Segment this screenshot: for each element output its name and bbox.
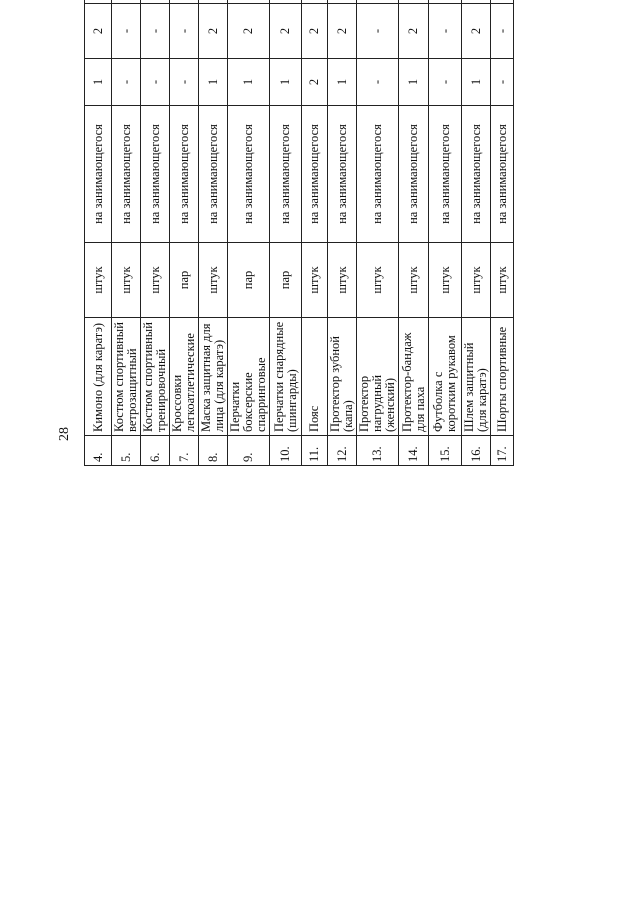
usage-cell: на занимающегося — [399, 106, 429, 243]
item-name-cell: Костюм спортивный тренировочный — [141, 318, 170, 436]
unit-cell: штук — [429, 243, 462, 318]
value-cell: 1 — [462, 59, 491, 106]
value-cell: 1 — [85, 59, 112, 106]
row-number-cell: 17. — [491, 436, 514, 466]
usage-cell: на занимающегося — [85, 106, 112, 243]
table-row — [429, 0, 462, 466]
value-cell: - — [170, 4, 199, 59]
usage-cell: на занимающегося — [429, 106, 462, 243]
usage-cell: на занимающегося — [170, 106, 199, 243]
value-cell — [141, 0, 170, 4]
usage-cell: на занимающегося — [199, 106, 228, 243]
unit-cell: штук — [399, 243, 429, 318]
item-name-cell: Пояс — [302, 318, 328, 436]
item-name-cell: Протектор зубной (капа) — [328, 318, 357, 436]
item-name-cell: Перчатки снарядные (шингарды) — [270, 318, 302, 436]
table-row — [199, 0, 228, 466]
usage-cell: на занимающегося — [228, 106, 270, 243]
unit-cell: штук — [462, 243, 491, 318]
unit-cell: штук — [199, 243, 228, 318]
usage-cell: на занимающегося — [270, 106, 302, 243]
row-number-cell: 9. — [228, 436, 270, 466]
equipment-table — [84, 0, 514, 466]
usage-cell: на занимающегося — [462, 106, 491, 243]
usage-cell: на занимающегося — [112, 106, 141, 243]
value-cell — [170, 0, 199, 4]
table-viewport — [84, 27, 513, 852]
value-cell: 2 — [399, 4, 429, 59]
item-name-cell: Протектор-бандаж для паха — [399, 318, 429, 436]
value-cell — [302, 0, 328, 4]
value-cell: 1 — [399, 59, 429, 106]
row-number-cell: 11. — [302, 436, 328, 466]
unit-cell: штук — [328, 243, 357, 318]
value-cell: 2 — [302, 59, 328, 106]
unit-cell: штук — [302, 243, 328, 318]
item-name-cell: Кроссовки легкоатлетические — [170, 318, 199, 436]
value-cell: - — [141, 4, 170, 59]
value-cell — [328, 0, 357, 4]
value-cell: - — [112, 4, 141, 59]
unit-cell: пар — [170, 243, 199, 318]
row-number-cell: 7. — [170, 436, 199, 466]
value-cell: - — [357, 4, 399, 59]
table-row — [228, 0, 270, 466]
value-cell — [199, 0, 228, 4]
item-name-cell: Перчатки боксерские спарринговые — [228, 318, 270, 436]
row-number-cell: 15. — [429, 436, 462, 466]
table-row — [170, 0, 199, 466]
unit-cell: штук — [357, 243, 399, 318]
usage-cell: на занимающегося — [328, 106, 357, 243]
table-row — [328, 0, 357, 466]
value-cell: 1 — [328, 59, 357, 106]
item-name-cell: Футболка с коротким рукавом — [429, 318, 462, 436]
row-number-cell: 6. — [141, 436, 170, 466]
usage-cell: на занимающегося — [357, 106, 399, 243]
value-cell: - — [429, 4, 462, 59]
value-cell — [462, 0, 491, 4]
value-cell: 1 — [228, 59, 270, 106]
row-number-cell: 13. — [357, 436, 399, 466]
table-row — [85, 0, 112, 466]
row-number-cell: 8. — [199, 436, 228, 466]
page-number: 28 — [57, 427, 72, 441]
row-number-cell: 4. — [85, 436, 112, 466]
table-row — [399, 0, 429, 466]
value-cell: 2 — [270, 4, 302, 59]
usage-cell: на занимающегося — [491, 106, 514, 243]
value-cell: - — [141, 59, 170, 106]
row-number-cell: 12. — [328, 436, 357, 466]
row-number-cell: 14. — [399, 436, 429, 466]
item-name-cell: Маска защитная для лица (для каратэ) — [199, 318, 228, 436]
table-row — [270, 0, 302, 466]
unit-cell: штук — [491, 243, 514, 318]
row-number-cell: 16. — [462, 436, 491, 466]
item-name-cell: Шлем защитный (для каратэ) — [462, 318, 491, 436]
row-number-cell: 10. — [270, 436, 302, 466]
table-row — [462, 0, 491, 466]
value-cell: 2 — [328, 4, 357, 59]
value-cell — [270, 0, 302, 4]
value-cell: - — [357, 59, 399, 106]
unit-cell: пар — [228, 243, 270, 318]
value-cell: 2 — [228, 4, 270, 59]
table-row — [357, 0, 399, 466]
value-cell: - — [112, 59, 141, 106]
value-cell: 1 — [199, 59, 228, 106]
item-name-cell: Шорты спортивные — [491, 318, 514, 436]
value-cell: 2 — [199, 4, 228, 59]
value-cell: - — [491, 4, 514, 59]
value-cell: - — [491, 59, 514, 106]
item-name-cell: Кимоно (для каратэ) — [85, 318, 112, 436]
value-cell — [429, 0, 462, 4]
table-body — [85, 0, 514, 466]
unit-cell: штук — [85, 243, 112, 318]
value-cell: 1 — [270, 59, 302, 106]
table-row — [141, 0, 170, 466]
value-cell — [491, 0, 514, 4]
usage-cell: на занимающегося — [141, 106, 170, 243]
table-row — [302, 0, 328, 466]
value-cell — [399, 0, 429, 4]
value-cell: - — [429, 59, 462, 106]
item-name-cell: Протектор нагрудный (женский) — [357, 318, 399, 436]
item-name-cell: Костюм спортивный ветрозащитный — [112, 318, 141, 436]
table-row — [491, 0, 514, 466]
value-cell — [112, 0, 141, 4]
row-number-cell: 5. — [112, 436, 141, 466]
usage-cell: на занимающегося — [302, 106, 328, 243]
value-cell: 2 — [462, 4, 491, 59]
value-cell: - — [170, 59, 199, 106]
unit-cell: штук — [141, 243, 170, 318]
value-cell: 2 — [85, 4, 112, 59]
unit-cell: штук — [112, 243, 141, 318]
value-cell — [85, 0, 112, 4]
unit-cell: пар — [270, 243, 302, 318]
value-cell: 2 — [302, 4, 328, 59]
table-row — [112, 0, 141, 466]
value-cell — [228, 0, 270, 4]
value-cell — [357, 0, 399, 4]
